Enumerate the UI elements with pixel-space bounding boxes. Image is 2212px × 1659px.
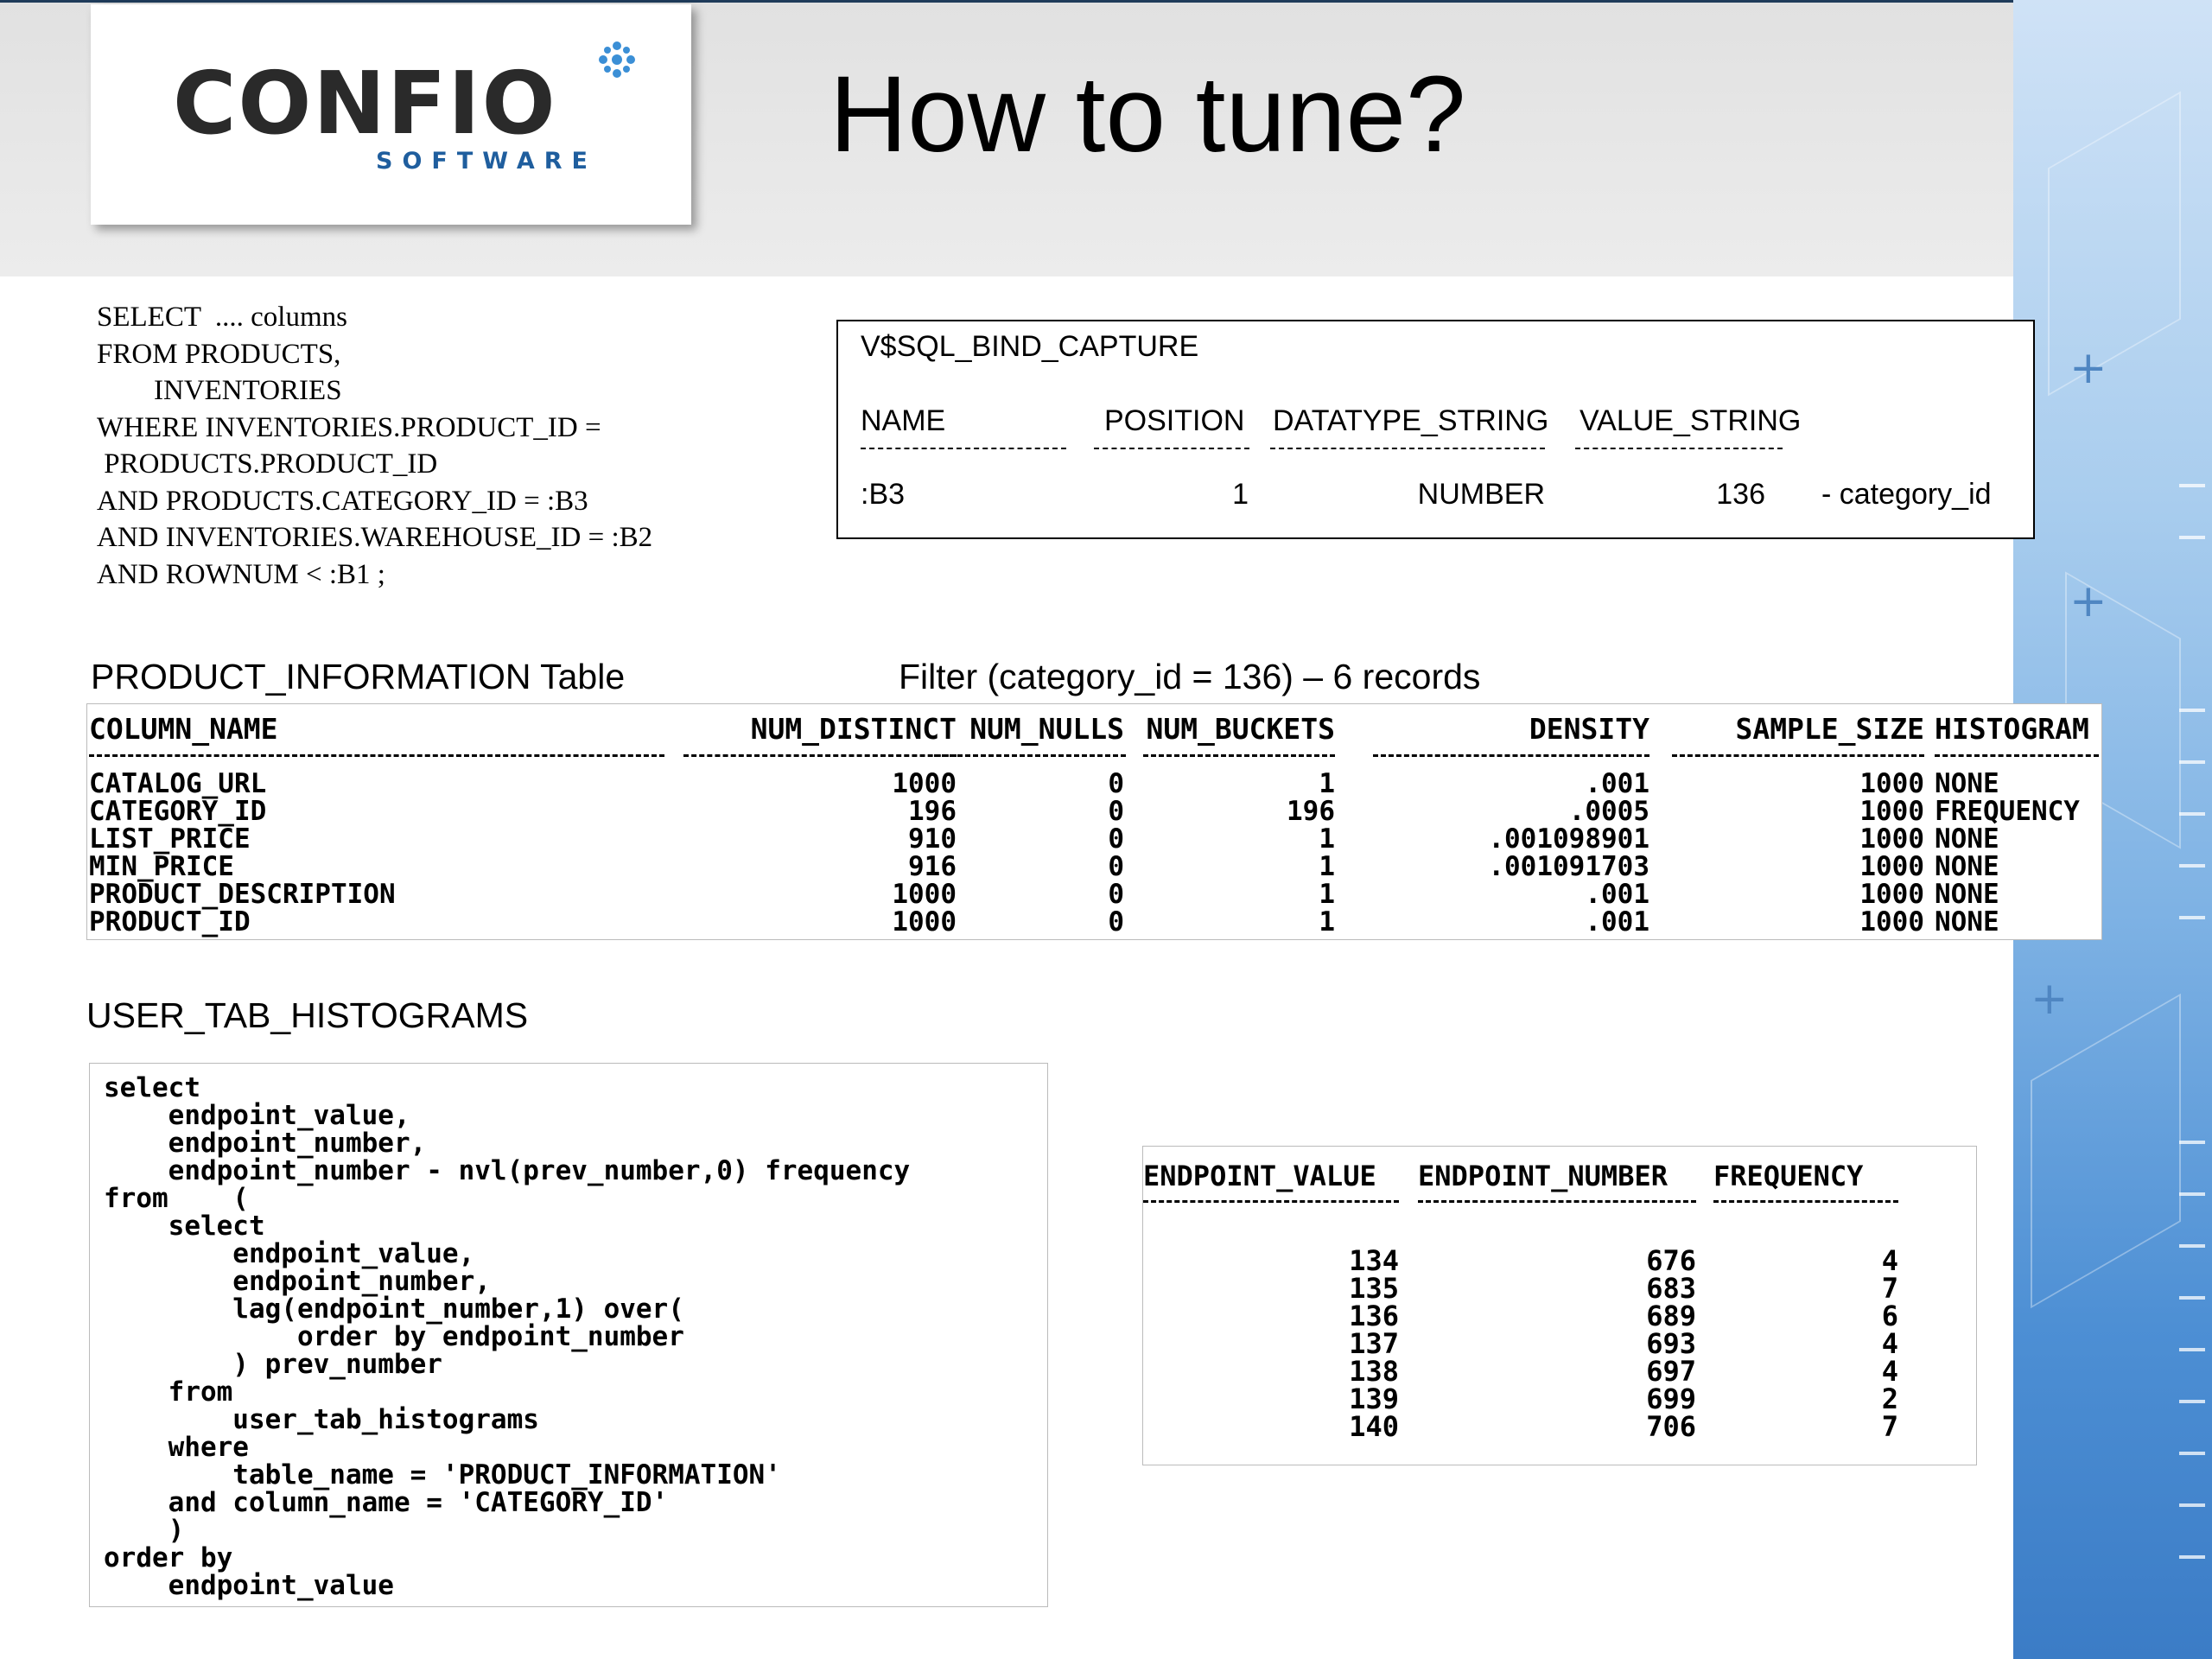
cell-frequency: 7 — [1881, 1272, 1898, 1305]
table-row — [1143, 1327, 1976, 1360]
cell-density: .001098901 — [1488, 823, 1649, 855]
cell-num-nulls: 0 — [1108, 906, 1124, 938]
cell-endpoint-number: 683 — [1646, 1272, 1696, 1305]
bind-header-value: VALUE_STRING — [1580, 404, 1802, 437]
logo-wordmark: CONFIO — [173, 53, 557, 154]
table-row — [1143, 1272, 1976, 1305]
cell-column-name: CATEGORY_ID — [89, 796, 267, 827]
product-info-table — [86, 703, 2102, 940]
cell-num-distinct: 910 — [908, 823, 957, 855]
sql-statement — [97, 299, 652, 593]
histogram-query-code — [89, 1063, 1048, 1607]
column-header: COLUMN_NAME — [89, 712, 278, 746]
cell-column-name: PRODUCT_DESCRIPTION — [89, 879, 396, 910]
code-line: table_name = 'PRODUCT_INFORMATION' — [104, 1459, 781, 1491]
cell-sample-size: 1000 — [1859, 879, 1924, 910]
column-header: HISTOGRAM — [1935, 712, 2089, 746]
code-line: from — [104, 1376, 233, 1408]
confio-logo — [91, 4, 691, 225]
code-line: from ( — [104, 1183, 249, 1214]
cell-num-nulls: 0 — [1108, 851, 1124, 882]
cell-histogram: NONE — [1935, 823, 1999, 855]
cell-endpoint-number: 697 — [1646, 1355, 1696, 1388]
cell-num-buckets: 1 — [1319, 879, 1335, 910]
code-line: endpoint_number - nvl(prev_number,0) frequency — [104, 1155, 911, 1186]
cell-num-nulls: 0 — [1108, 796, 1124, 827]
cell-sample-size: 1000 — [1859, 823, 1924, 855]
plus-icon: + — [2031, 973, 2069, 1025]
cell-num-buckets: 1 — [1319, 851, 1335, 882]
code-line: endpoint_number, — [104, 1128, 427, 1159]
table-row — [87, 908, 2101, 936]
table-row — [87, 798, 2101, 825]
code-line: ) — [104, 1515, 185, 1546]
code-line: user_tab_histograms — [104, 1404, 539, 1435]
cell-frequency: 4 — [1881, 1244, 1898, 1277]
code-line: select — [104, 1211, 265, 1242]
cell-frequency: 4 — [1881, 1355, 1898, 1388]
table-row — [1143, 1382, 1976, 1415]
column-header: SAMPLE_SIZE — [1735, 712, 1924, 746]
table-row — [87, 770, 2101, 798]
sql-line: PRODUCTS.PRODUCT_ID — [97, 448, 438, 480]
table-row — [1143, 1244, 1976, 1277]
cell-column-name: MIN_PRICE — [89, 851, 234, 882]
logo-subtitle: SOFTWARE — [376, 148, 597, 175]
code-line: endpoint_value, — [104, 1238, 475, 1269]
cell-num-buckets: 1 — [1319, 906, 1335, 938]
plus-icon: + — [2069, 575, 2107, 627]
code-line: order by — [104, 1542, 233, 1573]
cell-histogram: NONE — [1935, 879, 1999, 910]
cell-num-distinct: 1000 — [892, 768, 957, 799]
cell-frequency: 4 — [1881, 1327, 1898, 1360]
bind-value-name: :B3 — [861, 478, 906, 511]
column-header: ENDPOINT_NUMBER — [1418, 1160, 1668, 1192]
cell-density: .001 — [1585, 906, 1649, 938]
cell-frequency: 6 — [1881, 1300, 1898, 1332]
bind-capture-box — [836, 320, 2035, 539]
cell-num-distinct: 196 — [908, 796, 957, 827]
cell-sample-size: 1000 — [1859, 796, 1924, 827]
cell-density: .0005 — [1568, 796, 1649, 827]
histograms-caption: USER_TAB_HISTOGRAMS — [86, 995, 529, 1035]
table-row — [1143, 1410, 1976, 1443]
code-line: and column_name = 'CATEGORY_ID' — [104, 1487, 669, 1518]
code-line: lag(endpoint_number,1) over( — [104, 1294, 684, 1325]
bind-capture-title: V$SQL_BIND_CAPTURE — [861, 330, 1199, 363]
cell-endpoint-value: 138 — [1349, 1355, 1399, 1388]
cell-histogram: NONE — [1935, 851, 1999, 882]
column-header: ENDPOINT_VALUE — [1143, 1160, 1376, 1192]
cell-density: .001 — [1585, 768, 1649, 799]
cell-num-nulls: 0 — [1108, 823, 1124, 855]
table-row — [1143, 1355, 1976, 1388]
bind-value-note: - category_id — [1821, 478, 1992, 511]
cell-frequency: 7 — [1881, 1410, 1898, 1443]
sql-line: INVENTORIES — [97, 375, 342, 406]
slide-title: How to tune? — [830, 54, 1466, 175]
cell-num-buckets: 196 — [1287, 796, 1335, 827]
cell-column-name: CATALOG_URL — [89, 768, 267, 799]
sql-line: AND INVENTORIES.WAREHOUSE_ID = :B2 — [97, 522, 653, 553]
bind-header-datatype: DATATYPE_STRING — [1273, 404, 1549, 437]
histogram-result-table — [1142, 1146, 1977, 1465]
cell-histogram: FREQUENCY — [1935, 796, 2080, 827]
cell-num-buckets: 1 — [1319, 768, 1335, 799]
cell-endpoint-value: 134 — [1349, 1244, 1399, 1277]
bind-value-position: 1 — [1232, 478, 1249, 511]
column-header: NUM_NULLS — [969, 712, 1124, 746]
cell-num-buckets: 1 — [1319, 823, 1335, 855]
column-header: NUM_DISTINCT — [750, 712, 957, 746]
sql-line: SELECT .... columns — [97, 302, 347, 333]
cell-endpoint-value: 137 — [1349, 1327, 1399, 1360]
cell-endpoint-value: 136 — [1349, 1300, 1399, 1332]
cell-sample-size: 1000 — [1859, 851, 1924, 882]
star-icon — [596, 39, 638, 80]
code-line: order by endpoint_number — [104, 1321, 684, 1352]
bind-value-datatype: NUMBER — [1417, 478, 1545, 511]
sql-line: FROM PRODUCTS, — [97, 338, 341, 370]
cell-density: .001 — [1585, 879, 1649, 910]
sql-line: WHERE INVENTORIES.PRODUCT_ID = — [97, 411, 601, 443]
cell-num-distinct: 916 — [908, 851, 957, 882]
cell-endpoint-number: 676 — [1646, 1244, 1696, 1277]
cell-num-distinct: 1000 — [892, 906, 957, 938]
cell-num-nulls: 0 — [1108, 879, 1124, 910]
bind-header-position: POSITION — [1104, 404, 1245, 437]
cell-endpoint-value: 140 — [1349, 1410, 1399, 1443]
table-row — [87, 825, 2101, 853]
bind-header-name: NAME — [861, 404, 946, 437]
cell-sample-size: 1000 — [1859, 906, 1924, 938]
cell-num-nulls: 0 — [1108, 768, 1124, 799]
code-line: endpoint_value, — [104, 1100, 410, 1131]
cell-column-name: LIST_PRICE — [89, 823, 251, 855]
cell-frequency: 2 — [1881, 1382, 1898, 1415]
code-line: ) prev_number — [104, 1349, 442, 1380]
cell-histogram: NONE — [1935, 906, 1999, 938]
cell-endpoint-number: 689 — [1646, 1300, 1696, 1332]
table-row — [87, 880, 2101, 908]
sql-line: AND ROWNUM < :B1 ; — [97, 558, 385, 590]
plus-icon: + — [2069, 342, 2107, 394]
cell-endpoint-number: 693 — [1646, 1327, 1696, 1360]
table-row — [1143, 1302, 1976, 1330]
column-header: NUM_BUCKETS — [1146, 712, 1335, 746]
table-row — [87, 853, 2101, 880]
cell-density: .001091703 — [1488, 851, 1649, 882]
bind-value-string: 136 — [1716, 478, 1765, 511]
code-line: where — [104, 1432, 249, 1463]
code-line: endpoint_number, — [104, 1266, 491, 1297]
cell-endpoint-number: 706 — [1646, 1410, 1696, 1443]
cell-num-distinct: 1000 — [892, 879, 957, 910]
column-header: DENSITY — [1529, 712, 1649, 746]
cell-endpoint-number: 699 — [1646, 1382, 1696, 1415]
cell-sample-size: 1000 — [1859, 768, 1924, 799]
cell-endpoint-value: 139 — [1349, 1382, 1399, 1415]
cell-endpoint-value: 135 — [1349, 1272, 1399, 1305]
filter-caption: Filter (category_id = 136) – 6 records — [899, 657, 1481, 696]
product-info-caption: PRODUCT_INFORMATION Table — [91, 657, 626, 696]
sql-line: AND PRODUCTS.CATEGORY_ID = :B3 — [97, 485, 588, 517]
cell-column-name: PRODUCT_ID — [89, 906, 251, 938]
code-line: endpoint_value — [104, 1570, 394, 1601]
code-line: select — [104, 1072, 200, 1103]
cell-histogram: NONE — [1935, 768, 1999, 799]
column-header: FREQUENCY — [1713, 1160, 1864, 1192]
